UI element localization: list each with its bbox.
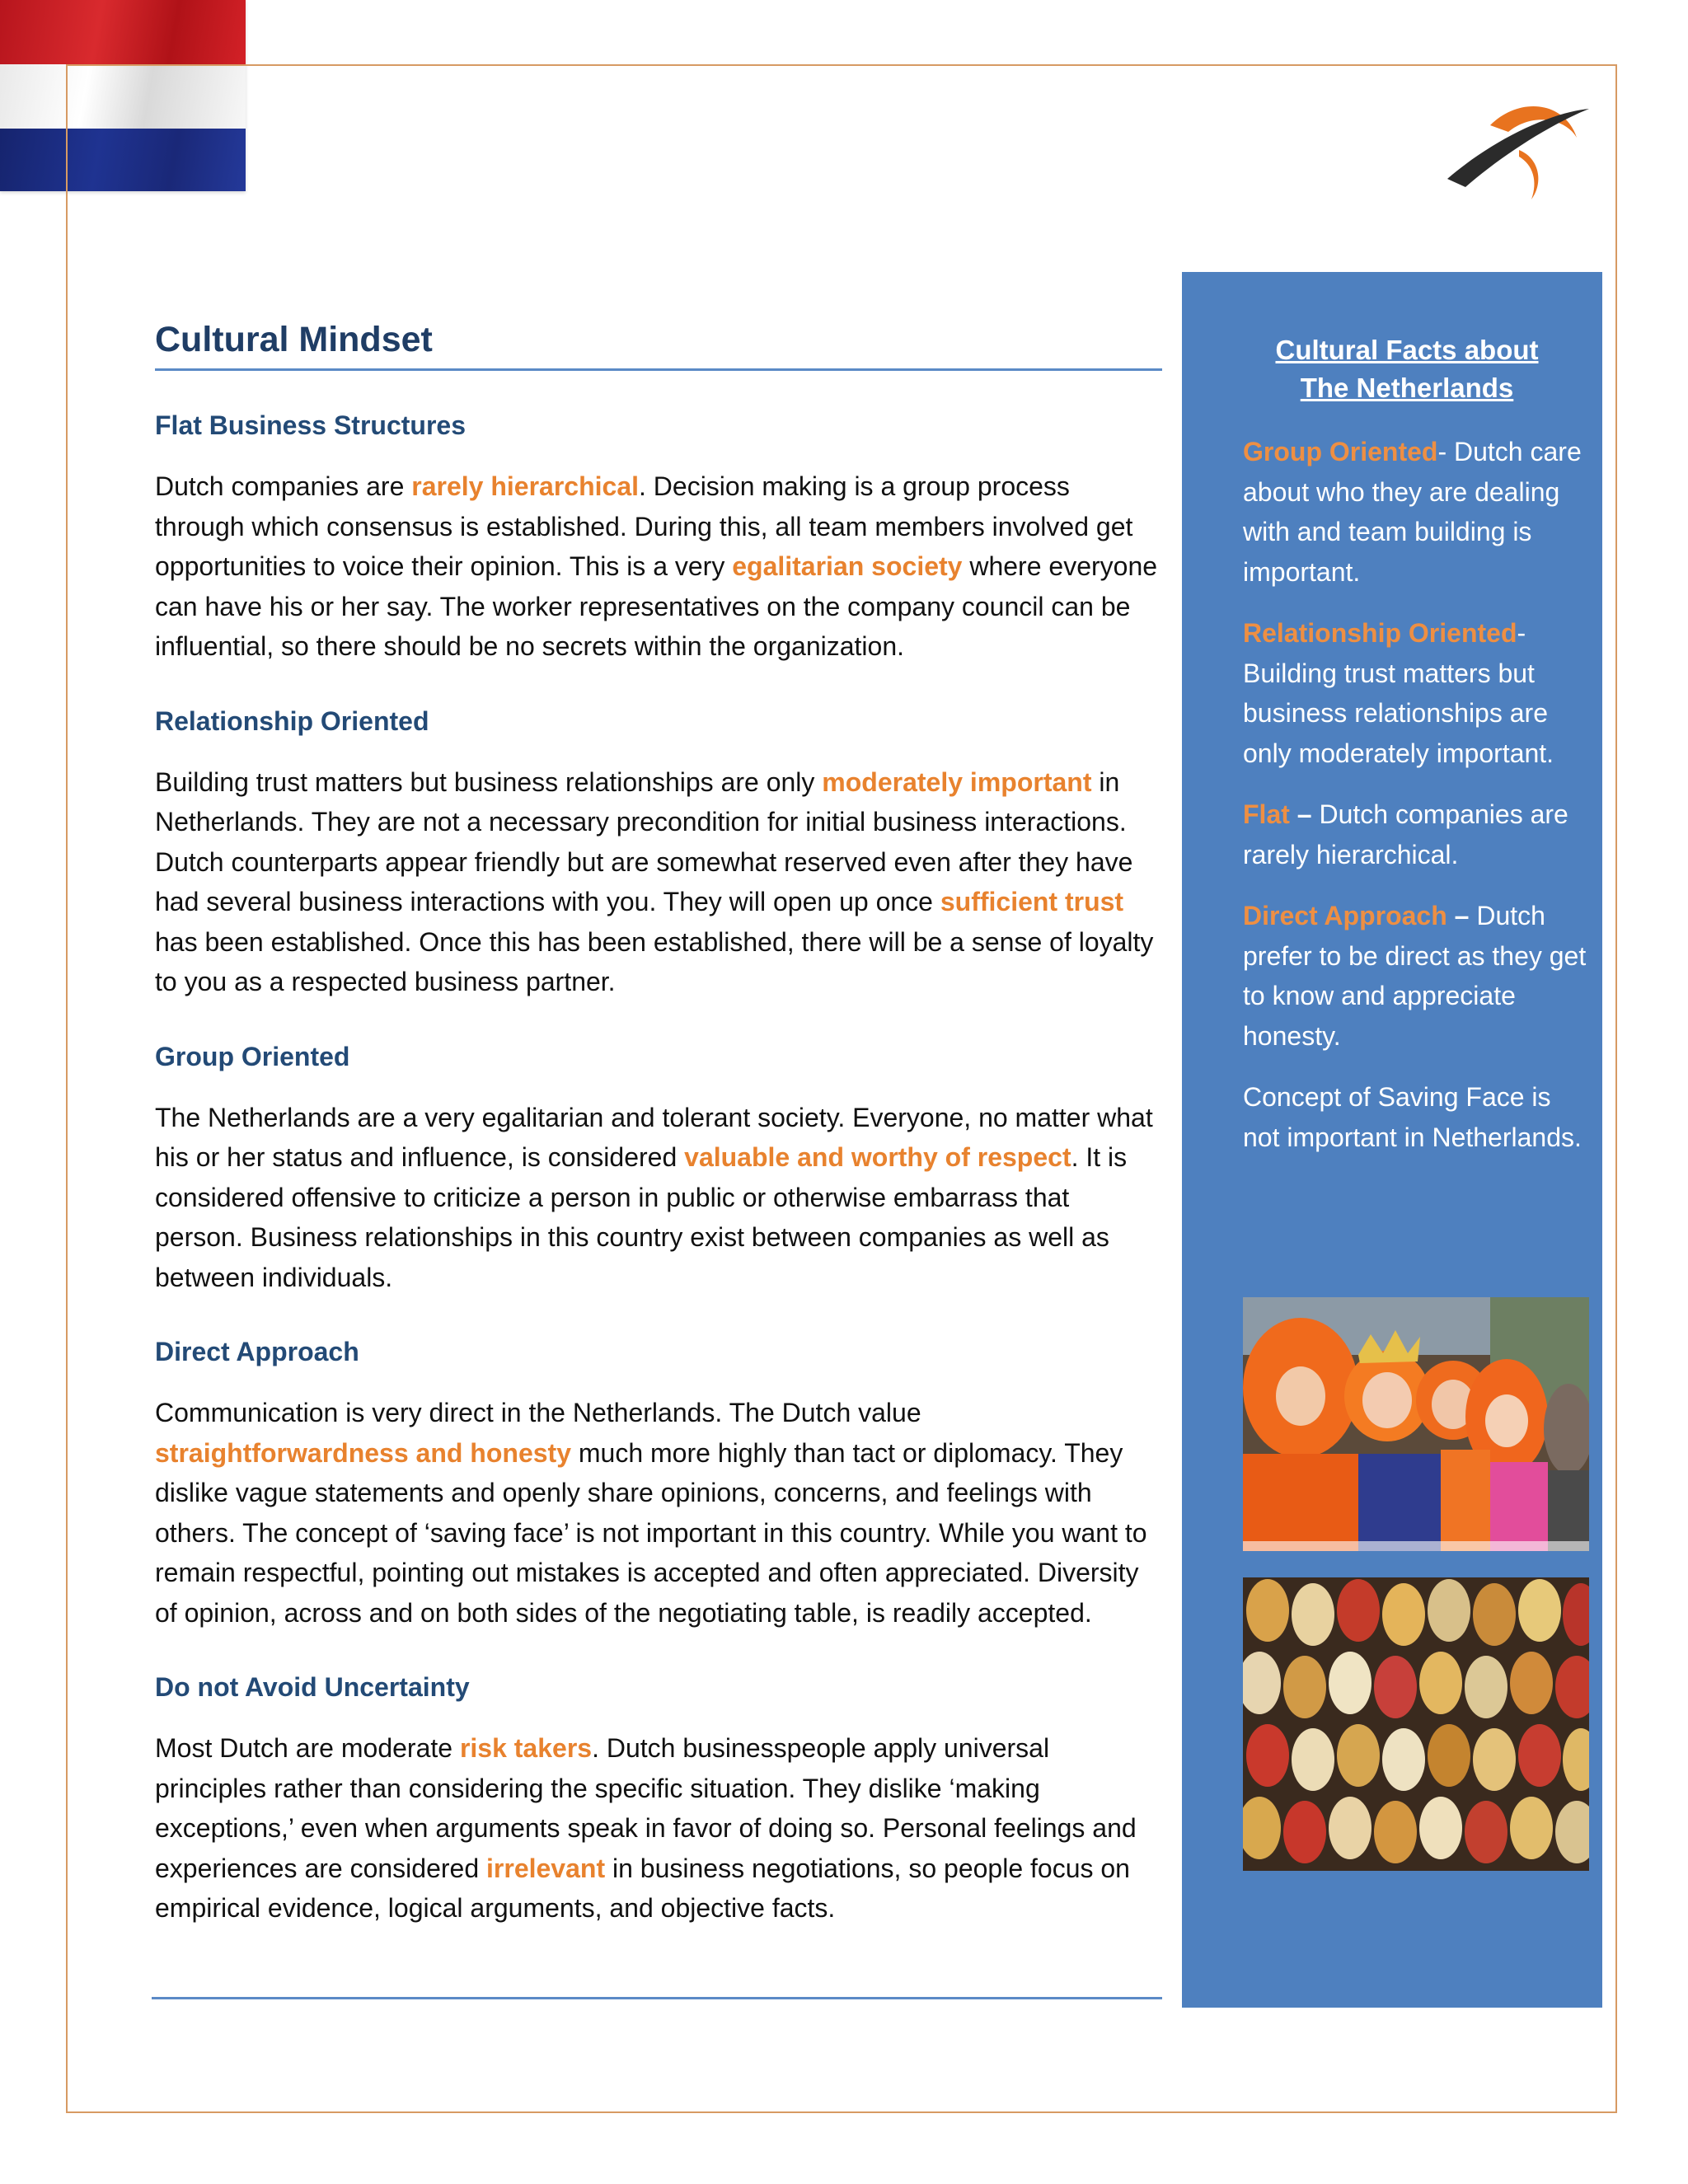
- section-paragraph: Dutch companies are rarely hierarchical. Decision making is a group process through which consensus is established. During this, all team members involved get opportunities to voice their opinion. This is a very egalitarian society where everyone can have his or her say. The worker representatives on the company council can be influential, so there should be no secrets within the organization.: [155, 471, 1158, 661]
- section-uncertainty: [155, 1671, 1162, 1929]
- section-relationship: [155, 705, 1162, 1002]
- bottom-divider: [152, 1997, 1162, 1999]
- section-paragraph: Building trust matters but business relationships are only moderately important in Netherlands. They are not a necessary precondition for initial business interactions. Dutch counterparts appear friendly but are somewhat reserved even after they have had several business interactions with you. They will open up once sufficient trust has been established. Once this has been established, there will be a sense of loyalty to you as a respected business partner.: [155, 766, 1154, 996]
- wooden-clogs-photo: [1243, 1577, 1589, 1871]
- company-logo-icon: [1441, 92, 1591, 201]
- section-paragraph: The Netherlands are a very egalitarian and tolerant society. Everyone, no matter what his or her status and influence, is considered valuable and worthy of respect. It is considered offensive to criticize a person in public or otherwise embarrass that person. Business relationships in this country exist between companies as well as between individuals.: [155, 1102, 1153, 1292]
- page-title: Cultural Mindset: [155, 320, 1162, 371]
- fact-relationship: Relationship Oriented- Building trust matters but business relationships are only moderately important.: [1243, 618, 1554, 768]
- fact-group: Group Oriented- Dutch care about who they are dealing with and team building is important.: [1243, 437, 1582, 587]
- fact-saving-face: Concept of Saving Face is not important in Netherlands.: [1243, 1082, 1582, 1152]
- main-content: [155, 320, 1162, 1929]
- facts-sidebar: [1182, 272, 1602, 2008]
- section-group: [155, 1040, 1162, 1298]
- section-paragraph: Communication is very direct in the Netherlands. The Dutch value straightforwardness and honesty much more highly than tact or diplomacy. They dislike vague statements and openly share opinions, concerns, and feelings with others. The concept of ‘saving face’ is not important in this country. While you want to remain respectful, pointing out mistakes is accepted and often appreciated. Diversity of opinion, across and on both sides of the negotiating table, is readily accepted.: [155, 1398, 1147, 1628]
- section-flat-business: [155, 409, 1162, 667]
- section-heading: Flat Business Structures: [155, 410, 466, 440]
- orange-fans-photo: [1243, 1297, 1589, 1551]
- section-heading: Relationship Oriented: [155, 705, 429, 736]
- fact-flat: Flat – Dutch companies are rarely hierarchical.: [1243, 799, 1568, 869]
- sidebar-title: Cultural Facts about The Netherlands: [1275, 335, 1539, 403]
- section-paragraph: Most Dutch are moderate risk takers. Dutch businesspeople apply universal principles rather than considering the specific situation. They dislike ‘making exceptions,’ even when arguments speak in favor of doing so. Personal feelings and experiences are considered irrelevant in business negotiations, so people focus on empirical evidence, logical arguments, and objective facts.: [155, 1733, 1137, 1923]
- section-heading: Group Oriented: [155, 1041, 350, 1071]
- section-direct: [155, 1335, 1162, 1633]
- fact-direct: Direct Approach – Dutch prefer to be direct as they get to know and appreciate honesty.: [1243, 901, 1587, 1051]
- section-heading: Do not Avoid Uncertainty: [155, 1672, 470, 1702]
- section-heading: Direct Approach: [155, 1337, 359, 1366]
